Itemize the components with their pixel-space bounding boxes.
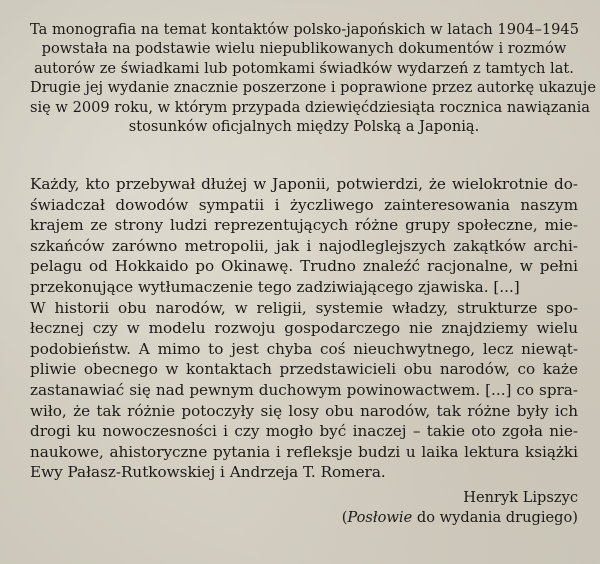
intro-line: powstała na podstawie wielu niepublikowanych dokumentów i rozmów (41, 40, 567, 58)
intro-line: autorów ze świadkami lub potomkami świadków wydarzeń z tamtych lat. (34, 59, 574, 77)
source-rest: do wydania drugiego) (412, 509, 578, 526)
author-name: Henryk Lipszyc (463, 489, 578, 506)
quote-line: wiło, że tak różnie potoczyły się losy obu narodów, tak różne były ich (30, 401, 578, 420)
intro-paragraph (30, 20, 596, 136)
intro-line: Ta monografia na temat kontaktów polsko-japońskich w latach 1904–1945 (30, 21, 580, 38)
quote-line: Każdy, kto przebywał dłużej w Japonii, potwierdzi, że wielokrotnie do- (30, 175, 578, 193)
quote-line: Ewy Pałasz-Rutkowskiej i Andrzeja T. Romera. (30, 463, 386, 482)
quote-line: zastanawiać się nad pewnym duchowym powinowactwem. [...] co spra- (30, 380, 578, 399)
quote-paragraph (30, 174, 578, 483)
source-note (342, 508, 578, 528)
quote-line: krajem ze strony ludzi reprezentujących różne grupy społeczne, mie- (30, 216, 578, 235)
quote-line: łecznej czy w modelu rozwoju gospodarczego nie znajdziemy wielu (30, 319, 578, 338)
quote-line: W historii obu narodów, w religii, systemie władzy, strukturze spo- (30, 298, 578, 317)
quote-line: podobieństw. A mimo to jest chyba coś nieuchwytnego, lecz niewąt- (30, 339, 578, 358)
signature (342, 488, 578, 528)
quote-line: pliwie obecnego w kontaktach przedstawicieli obu narodów, co każe (30, 360, 578, 379)
source-open-paren: ( (341, 509, 348, 526)
quote-line: szkańców zarówno metropolii, jak i najodleglejszych zakątków archi- (30, 236, 578, 255)
quote-line: pelagu od Hokkaido po Okinawę. Trudno znaleźć racjonalne, w pełni (30, 257, 578, 276)
quote-line: przekonujące wytłumaczenie tego zadziwiającego zjawiska. [...] (30, 277, 520, 296)
quote-line: drogi ku nowoczesności i czy mogło być inaczej – takie oto zgoła nie- (30, 422, 578, 441)
intro-line: się w 2009 roku, w którym przypada dziewięćdziesiąta rocznica nawiązania (30, 98, 590, 116)
quote-line: świadczał dowodów sympatii i życzliwego zainteresowania naszym (30, 195, 578, 214)
source-title: Posłowie (347, 509, 413, 526)
quote-line: naukowe, ahistoryczne pytania i refleksje budzi u laika lektura książki (30, 442, 578, 461)
intro-line: Drugie jej wydanie znacznie poszerzone i poprawione przez autorkę ukazuje (30, 79, 596, 97)
intro-line: stosunków oficjalnych między Polską a Japonią. (128, 118, 480, 136)
